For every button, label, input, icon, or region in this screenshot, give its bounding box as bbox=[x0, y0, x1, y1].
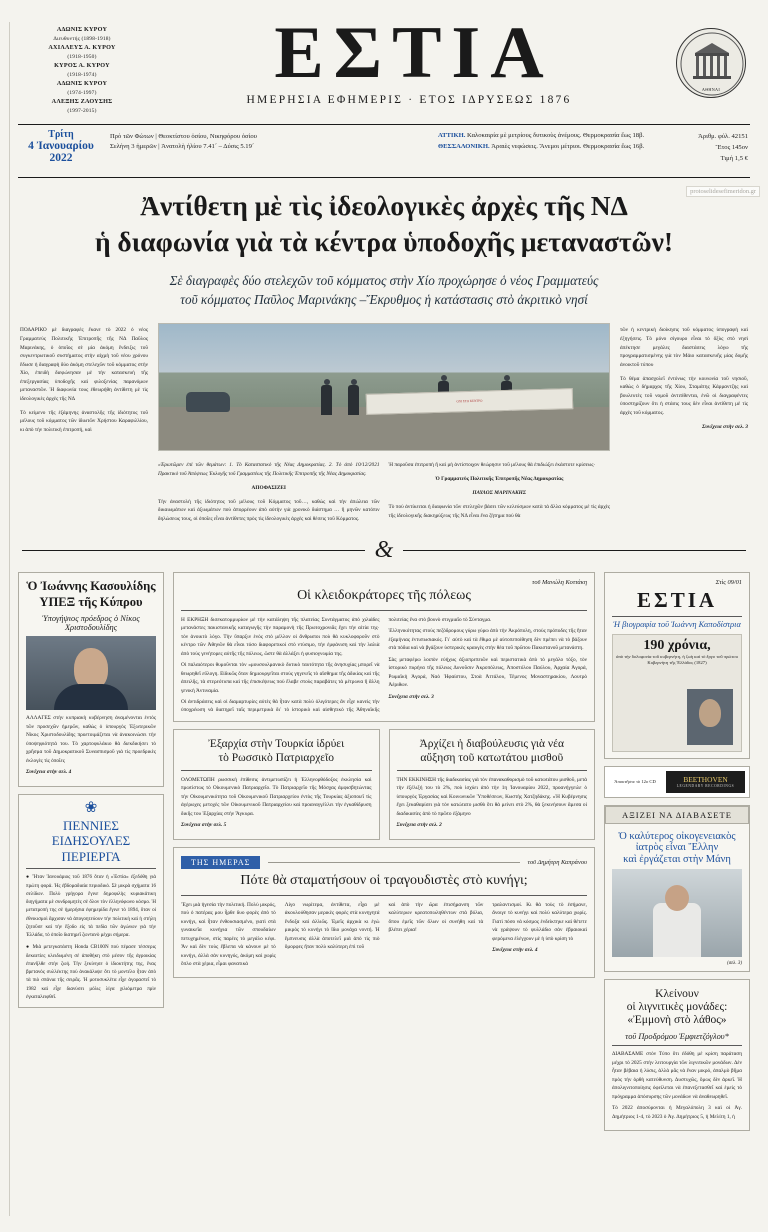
of-the-day-rule bbox=[181, 895, 587, 896]
exarchia-title-2: τὸ Ρωσσικὸ Πατριαρχεῖο bbox=[218, 751, 334, 764]
seal-label: ΑΘΗΝΑΙ bbox=[701, 87, 721, 92]
top-story-photo bbox=[158, 323, 610, 451]
kasoulidis-title: Ὁ Ἰωάννης Κασουλίδης ΥΠΕΞ τῆς Κύπρου bbox=[26, 578, 156, 609]
top-story-p2: Τὸ κείμενο τῆς ἐξάμηνης ἀναστολῆς τῆς ἰδιότητος τοῦ μέλους τοῦ κόμματος τῶν ἰδιωτῶν Χρήστου Καραφιλλίου, κι ἀπὸ τὴν πολιτικὴ ἐπιτροπή, καὶ bbox=[20, 409, 148, 434]
doctor-head bbox=[665, 885, 689, 911]
of-the-day-header bbox=[181, 856, 587, 869]
pennies-section bbox=[18, 794, 164, 1009]
editor-years: (1918-1974) bbox=[67, 71, 97, 78]
wages-title-1: Ἀρχίζει ἡ διαβούλευσις γιὰ νέα bbox=[419, 737, 564, 750]
of-the-day-tag: ΤΗΣ ΗΜΕΡΑΣ bbox=[181, 856, 260, 869]
wages-rule bbox=[397, 770, 588, 771]
right-column bbox=[604, 572, 750, 1138]
article-lignite[interactable] bbox=[604, 979, 750, 1131]
newspaper-subtitle: ΗΜΕΡΗΣΙΑ ΕΦΗΜΕΡΙΣ · ΕΤΟΣ ΙΔΡΥΣΕΩΣ 1876 bbox=[246, 94, 572, 107]
top-story-col-mid bbox=[158, 321, 610, 529]
lignite-body: ΔΙΑΒΑΣΑΜΕ στὸν Τύπο ὅτι ἐδόθη μὲ κρίση παράταση μέχρι τὸ 2025 στὴν λειτουργία τῶν λιγνιτικῶν μονάδων. Δὲν ἦταν βέβαια ἡ λύσις, ἀλλὰ μᾶς νὰ ἔναν μικρό, ἀπαλμὸ βῆμα πρὸς τὴν ὀρθὴ κατεύθυνση. Δυστυχῶς, ὅμως δὲν ἀρκεῖ. Ἡ ἀπολιγνιτοποίησις ὀφείλεται νὰ ἐπανεξετασθεῖ καὶ ἐμείς τὸ πρόγραμμα ἀπόσυρσης τῶν μονάδων νὰ ἀναθεωρηθεῖ. bbox=[612, 1051, 742, 1100]
editor-name: ΑΔΩΝΙΣ ΚΥΡΟΥ bbox=[56, 26, 108, 33]
worth-reading-title-2: ἰατρὸς εἶναι Ἕλλην bbox=[635, 842, 719, 854]
weather-attica-text: Καλοκαιρία μὲ μετρίους δυτικοὺς ἀνέμους. Θερμοκρασία ἕως 18β. bbox=[467, 131, 645, 139]
weather-thess-label: ΘΕΣΣΑΛΟΝΙΚΗ. bbox=[438, 142, 490, 150]
issue-number: Ἀριθμ. φύλ. 42151 bbox=[698, 132, 748, 140]
top-story-p1: ΠΟΔΑΡΙΚΟ μὲ διαγραφὲς ἔκανε τὸ 2022 ὁ νέος Γραμματεὺς Πολιτικῆς Ἐπιτροπῆς τῆς ΝΔ Παῦλος Μαρινάκης, ὁ ὁποῖος σὲ μία ἀκόμη ἔνδειξις τοῦ συγκεντρωτικοῦ συστήματος στὴν αἰχμὴ τοῦ νέου χρόνου ἔδωσε ἡ διαγραφὴ δύο ἀκόμη στελεχῶν τοῦ κόμματος στὴν Χίο, ἐπειδὴ διεφώνησαν μὲ τὴν κατασκευὴ τῆς ἐπεξεργασίας ὑποδοχῆς καὶ φιλοξενίας παρανόμων μεταναστῶν. Ἡ διαφωνία τους ἐθεωρήθη ἀντίθετη μὲ τὶς ἰδεολογικὲς ἀρχὲς τῆς ΝΔ bbox=[20, 327, 148, 403]
editor-name: ΑΔΩΝΙΣ ΚΥΡΟΥ bbox=[56, 79, 108, 87]
top-story-right-p2: Τὸ θέμα ἀπασχολεῖ ἐντόνως τὴν κοινωνία τοῦ νησιοῦ, καθὼς ὁ δήμαρχος τῆς Χίου, Σταμάτης Κάρμαντζης καὶ βουλευτὲς τοῦ νομοῦ ἀντιτίθενται, ἐνῶ οἱ διαγραφέντες ὑποστηρίζουν ὅτι ἡ στάσις τους δὲν εἶναι ἀντίθετη μὲ τὶς ἀρχὲς τοῦ κόμματος. bbox=[620, 375, 748, 416]
promo-logo: ΕΣΤΙΑ bbox=[636, 587, 718, 612]
cd-name: BEETHOVEN bbox=[683, 774, 728, 784]
exarchia-continuation[interactable]: Συνέχεια στὴν σελ. 5 bbox=[181, 822, 227, 829]
signature-label: Ὁ Γραμματεὺς Πολιτικῆς Ἐπιτροπῆς Νέας Δημοκρατίας bbox=[435, 476, 564, 483]
lignite-rule bbox=[612, 1045, 742, 1046]
of-the-day-c3: καὶ ἀπὸ τὴν ὤρα ἐπισήμανση τῶν καλύτερων κρεατοπωληθέντων στὰ βόλια, ὅπου ἐμεῖς τῶν ὅλων οἱ συνήθη καὶ τὰ βλέπει χέρια! bbox=[388, 901, 484, 934]
lower-grid bbox=[18, 568, 750, 1138]
promo-kicker: Στὶς 09/01 bbox=[715, 578, 742, 586]
lignite-title-1: Κλείνουν bbox=[655, 988, 699, 1001]
issue-price: Τιμή 1,5 € bbox=[720, 155, 748, 163]
top-story-col-left bbox=[20, 321, 148, 529]
keys-continuation[interactable]: Συνέχεια στὴν σελ. 3 bbox=[388, 693, 434, 700]
pennies-rule bbox=[26, 868, 156, 869]
main-headline bbox=[18, 178, 750, 260]
promo-rule bbox=[612, 616, 742, 617]
weather-attica-label: ΑΤΤΙΚΗ. bbox=[438, 131, 466, 139]
doctor-figure bbox=[653, 903, 701, 958]
book-cover-image bbox=[612, 634, 742, 752]
keys-p4: Ἑλληνικότητας στοὺς πεζόδρομους γύρω γύρω ἀπὸ τὴν Ἀκρόπολη, στοὺς πρόποδες τῆς ἥταν ἐξαμήνιας ἐντυπωσιακός. Γι᾿ αὐτὸ καὶ τὰ ἔθιμα μὲ αὐτοπεποίθηση δὲν πρέπει νὰ τὸ βάζουν στὰ πόδια καὶ νὰ βγάζουν ὑστερικὲς κραυγὲς στὴν θέα τοῦ πρῶτου Πακιστανοῦ μετανάστη. bbox=[388, 628, 587, 652]
info-bar bbox=[18, 125, 750, 170]
kasoulidis-body: ΑΛΛΑΓΕΣ στὴν κυπριακὴ κυβέρνηση ἀναμένονται ἐντὸς τῶν προσεχῶν ἡμερῶν, καθὼς ὁ ὑπουργὸς Ἐξωτερικῶν Νίκος Χριστοδουλίδης προετοιμάζεται νὰ ἀνακοινώσει τὴν ὑποψηφιότητά του. Τὸ χαρτοφυλάκιο θὰ διεκδικήσει τὸ χρῆσμα τοῦ Δημοκρατικοῦ Συνασπισμοῦ γιὰ τὶς προεδρικὲς ἐκλογὲς τὶς ὁποῖες bbox=[26, 715, 156, 764]
keys-p1: Η ΕΚΡΗΞΗ δισεκατομμυρίων μὲ τὴν κατάληψη τῆς πλατείας Συντάγματος ἀπὸ χιλιάδες μετανάστες πακιστανικῆς καταγωγῆς τὴν παραμονὴ τῆς Πρωτοχρονιᾶς ἔχει τὴν αἰτία της· τὸν ἀνοικτὸ λόγο. Τὴν ὕπαρξιν ἑνὸς στὸ μέλλον οἱ ἄνθρωποι ποὺ θὰ κυκλοφοροῦν στὸ κέντρο τῶν Ἀθηνῶν θὰ εἶναι τόσο διαφορετικοὶ στὸ ντύσιμο, τὴν ἐμφάνιση καὶ τὴν λαλιὰ ἀπὸ τοὺς γενήτορες αὐτῆς τῆς πόλεως, ὥστε θὰ ἀλλάξει ἡ φυσιογνωμία της. bbox=[181, 616, 380, 657]
deck-line-1: Σὲ διαγραφὲς δύο στελεχῶν τοῦ κόμματος στὴν Χίο προχώρησε ὁ νέος Γραμματεύς bbox=[169, 272, 599, 288]
top-story-right-p1: τῶν ἡ κεντρικὴ διοίκησις τοῦ κόμματος ὑπογραφὴ καὶ ἐξηγήσεις. Τὸ μόνο σίγουρο εἶναι τὸ ὄξὺς στὸ νησὶ ἀπέκτησε μεγάλες διαστάσεις λόγω τῆς προγραμματισμένης γιὰ τὸν Μάιο κατασκευῆς μίας δομῆς ἀνοικτοῦ τύπου bbox=[620, 327, 748, 368]
newspaper-logo: ΕΣΤΙΑ bbox=[274, 12, 554, 94]
date-block bbox=[20, 129, 102, 165]
of-the-day-c4: τραλαντισμοί. Κι θὰ τοὺς τὸ ἐσήμανε, ἄνοιγε τὸ κυνήγι καὶ πολὺ καλύτερα χωρίς. Γιατὶ πόσο νὰ κόσμος ἐνδείκτηκε καὶ θέτετε νὰ γράψουν τὸ φυλλάδιο σὰν ἐβραιοκαὶ φερόμενα ἐλέγχουν μὲ ἡ ὑπὸ κρίση τὸ bbox=[492, 901, 587, 942]
pennies-item-1: ● Ἤταν Ἰανουάριος τοῦ 1876 ὅταν ἡ «Ἑστία» ἐξεδόθη γιὰ πρώτη φορά. Ἡς ἐβδομαδιαία περιοδικό. Σὲ μικρὰ σχήματα 16 σελίδων. Πολὺ γρήγορα ἔγινε δημοφιλὴς κυριακάτικη διηγήματα μὲ συνδρομητὲς σὲ ὅλον τὸν ἑλληνόφωνο κόσμο. Ἡ μετατροπή της σὲ ἡμερήσια ἐφημερίδα ἔγινε τὸ 1894, ὅταν οἱ ἐθνικισμοὶ ἄρχισαν νὰ ἀπογοητεύουν τὴν πολιτικὴ καὶ ἡ στήλη ζητοῦσε καὶ τὴν ἔξοδο εἰς τὰ πεδία τῶν ἀγώνων γιὰ τὴν Ἑλλάδα, τὸ ὁποῖο διατηρεῖ ζωντανὸ μέχρι σήμερα. bbox=[26, 874, 156, 939]
headline-line-2: ἡ διαφωνία γιὰ τὰ κέντρα ὑποδοχῆς μεταναστῶν! bbox=[94, 225, 674, 257]
of-the-day-continuation[interactable]: Συνέχεια στὴν σελ. 4 bbox=[492, 947, 538, 954]
wages-title-2: αὔξηση τοῦ κατωτάτου μισθοῦ bbox=[420, 751, 564, 764]
photo-person bbox=[321, 385, 332, 415]
saints-line-2: Σελήνη 3 ἡμερῶν | Ἀνατολὴ ἡλίου 7.41´ – Δύσις 5.19´ bbox=[110, 143, 255, 151]
worth-reading-header: ΑΞΙΖΕΙ ΝΑ ΔΙΑΒΑΣΕΤΕ bbox=[605, 806, 749, 824]
pennies-title-1: ΠΕΝΝΙΕΣ bbox=[63, 817, 119, 833]
weather-thess-text: Ἀραιὲς νεφώσεις. Ἄνεμοι μέτριοι. Θερμοκρασία ἕως 16β. bbox=[491, 142, 645, 150]
divider-line-right bbox=[403, 550, 746, 551]
editor-years: (1974-1997) bbox=[67, 89, 97, 96]
pennies-item-2: ● Μιὰ μετεγκατάστη Honda CB100N ποὺ πέρασε τέσσερις δεκαετίες κλειδωμένη σὲ ἀποθήκη στὸ μέσον τῆς ἀγροικίας ἐπανῆλθε στὴν ζωή. Τὴν ξεκίνησε ὁ ἰδιοκτήτης της, ἕνας βρετανὸς συλλέκτης ποὺ ἀνακάλυψε ὅτι τὸ μοντέλο ἦταν ἀπὸ τὰ πιὸ σπάνια τῆς σειρᾶς. Ἡ μοτοσυκλέτα εἶχε ἀγοραστεῖ τὸ 1982 καὶ εἶχε διανύσει μόλις λίγα χιλιόμετρα πρὶν ἐγκαταλειφθεῖ. bbox=[26, 944, 156, 1000]
continuation-note[interactable]: Συνέχεια στὴν σελ. 3 bbox=[701, 423, 748, 430]
article-exarchia[interactable] bbox=[173, 729, 380, 840]
article-wages[interactable] bbox=[389, 729, 596, 840]
article-of-the-day[interactable] bbox=[173, 847, 595, 979]
pennies-title-2: ΕΙΔΗΣΟΥΛΕΣ bbox=[51, 833, 131, 849]
keys-rule bbox=[181, 610, 587, 611]
seal-emblem-icon bbox=[676, 28, 746, 98]
worth-reading-title-1: Ὁ καλύτερος οἰκογενειακὸς bbox=[618, 831, 736, 843]
weekday: Τρίτη bbox=[48, 128, 74, 140]
masthead bbox=[18, 14, 750, 116]
wages-continuation[interactable]: Συνέχεια στὴν σελ. 2 bbox=[396, 822, 442, 829]
saints-calendar bbox=[110, 129, 430, 165]
of-the-day-line bbox=[268, 862, 519, 863]
of-the-day-title: Πότε θὰ σταματήσουν οἱ τραγουδιστὲς στὸ κυνήγι; bbox=[240, 872, 528, 888]
keys-title: Οἱ κλειδοκράτορες τῆς πόλεως bbox=[297, 587, 471, 603]
headline-line-1: Ἀντίθετη μὲ τὶς ἰδεολογικὲς ἀρχὲς τῆς ΝΔ bbox=[140, 190, 628, 222]
kasoulidis-photo bbox=[26, 636, 156, 710]
photo-person bbox=[348, 385, 359, 415]
deck-line-2: τοῦ κόμματος Παῦλος Μαρινάκης –Ἔκρυθμος ἡ κατάστασις στὸ ἀκριτικὸ νησί bbox=[180, 291, 588, 307]
top-story-mid-p4: Τὸ ποὺ ἀντίκειται ἡ διαφωνία τῶν στελεχῶν βάσει τῶν κελεύσμων κατὰ τὰ ἄλλα κόμματος μὲ τὶς ἀρχὲς τῆς ἰδεολογικῆς διακηρύξεως τῆς ΝΔ εἶναι ἕνα ζήτημα ποὺ θὰ bbox=[388, 504, 610, 519]
weather-block bbox=[438, 129, 648, 165]
logo-wrap bbox=[142, 12, 676, 107]
editors-list bbox=[22, 20, 142, 116]
editor-years: Διευθυντής (1898-1918) bbox=[53, 35, 111, 42]
issue-block bbox=[656, 129, 748, 165]
of-the-day-c1: Ἔχει μιὰ ἡγεσία τὴν πολιτική. Πολὺ μικρός, ποὺ ὁ πατέρας μου ἦρθε δυο φορὲς ἀπὸ τὸ κυνήγι, καὶ ἦταν ἐνθουσιασμένο, γιατὶ στὰ γυναικεῖα κυνήγια τῶν σπουδαίων πετυχημένων, στὶς παρέες τὸ μεγάλο κέφι. Ἂν καὶ δὲν τοὺς ἔβλεπα νὰ κάνουν μὲ τὸ κυνήγι, ἀλλὰ σὰν κυνηγός, ἀκόμη καὶ χωρὶς ὅπλο στὰ χέρια, εἶμαι φανατικά bbox=[181, 901, 276, 968]
ornament-icon: ❀ bbox=[84, 799, 98, 816]
keys-body bbox=[181, 616, 587, 715]
portrait-body bbox=[54, 684, 128, 711]
editor-name: ΑΛΕΞΗΣ ΖΑΟΥΣΗΣ bbox=[51, 97, 113, 105]
worth-reading-title-3: καὶ ἐργάζεται στὴν Μάνη bbox=[623, 854, 731, 866]
date: 4 Ἰανουαρίου 2022 bbox=[28, 139, 94, 164]
lignite-footer: Τὸ 2022 ἀποσύρονται ἡ Μεγαλόπολη 3 καὶ οἱ Ἀγ. Δημήτριος 1-4, τὸ 2023 ὁ Ἀγ. Δημήτριος 5, ἡ Μελίτη 1, ἡ bbox=[612, 1105, 742, 1120]
photo-car bbox=[186, 392, 230, 412]
exarchia-title-1: Ἐξαρχία στὴν Τουρκία ἱδρύει bbox=[208, 737, 345, 750]
keys-p2: Οἱ παλαιότεροι θυμοῦνται τὸν «μουσουλμανικὸ δυτικὸ ταυτότητα τῆς ἀνησυχίας μπορεῖ νὰ θεωρηθεῖ εὔλογη. Εἰδικῶς ὅταν δημιουργεῖται στοὺς γηγενεῖς τὸ αἴσθημα τῆς ἀδικίας καὶ τῆς ἀπειλῆς, τὰ στερεότυπα καὶ τῆς ἐπισκέψεως ποὺ ἔλαβε στοὺς παραβάτες τὰ μέτρωνα ἢ ἄλλη γενικὴ Ἀντιναμία. bbox=[181, 662, 380, 694]
editor-years: (1997-2015) bbox=[67, 107, 97, 114]
document-body: Τὴν ἀναστολὴ τῆς ἰδιότητος τοῦ μέλους τοῦ Κόμματος τοῦ…, καθὼς καὶ τὴν ἀπώλεια τῶν δικαιωμάτων καὶ ἀξιωμάτων ποὺ ἀπορρέουν ἀπὸ αὐτὴν γιὰ χρονικὸ διάστημα … ἢ μηνῶν κατόπιν δηλώσεως τους, οἱ ὁποῖες εἶναι ἀντίθετες πρὸς τὶς ἰδεολογικὲς ἀρχὲς καὶ θέσεις τοῦ Κόμματος. bbox=[158, 498, 380, 522]
left-margin-rule bbox=[9, 22, 10, 1216]
issue-year: Ἔτος 145ον bbox=[715, 144, 748, 152]
promo-subtitle: Ἡ βιογραφία τοῦ Ἰωάννη Καποδίστρια bbox=[613, 619, 741, 629]
cd-subtitle: LEGENDARY RECORDINGS bbox=[676, 784, 735, 789]
cd-left-text: Ἀποκτῆστε τὸ 12ο CD bbox=[614, 779, 656, 785]
cd-title bbox=[666, 771, 745, 794]
exarchia-rule bbox=[181, 770, 372, 771]
pennies-title-3: ΠΕΡΙΕΡΓΑ bbox=[61, 848, 121, 864]
saints-line-1: Πρὸ τῶν Φώτων | Θεοκτίστου ὁσίου, Νικηφόρου ὁσίου bbox=[110, 132, 257, 140]
exarchia-body: ΟΛΟΜΕΤΩΠΗ ρωσσικὴ ἐπίθεσις ἀντιμετωπίζει ἡ Ἑλληνορθόδοξος ἐκκλησία καὶ πρωτίστως τὸ Οἰκουμενικὸ Πατριαρχεῖο. Τὸ Πατριαρχεῖο τῆς Μόσχας ἀμφισβητώντας τὴν Οἰκουμενικότητα τοῦ Οἰκουμενικοῦ Πατριαρχείου ἐντὸς τῆς Τουρκίας ἀξιοποιεῖ τὶς ἀγέρωχες μετοχὲς τῶν Οἰκουμενικοῦ Πατριαρχείου καὶ προαναγγέλλει τὴν ἐγκαθίδρυση δικῆς του Ἐξαρχίας στὴν Ἄγκυρα. bbox=[181, 776, 372, 817]
watermark: protoselidesefimeridon.gr bbox=[686, 186, 760, 197]
editor-name: ΚΥΡΟΣ Α. ΚΥΡΟΥ bbox=[54, 61, 110, 69]
headline-deck bbox=[18, 261, 750, 317]
promo-cd[interactable] bbox=[604, 766, 750, 799]
keys-p3: Οἱ ἀντιδράσεις καὶ οἱ διαμαρτυρίες αὐτὲς θὰ ἦταν κατὰ πολὺ ὀλιγότερες ἂν εἶχε κανεὶς τὴν ὑποχρέωση νὰ διατηρεῖ ταῖς περιμετρικὰ δι᾿ τὸ ἱστορικὸ καὶ αἰσθητικὸ τῆς Ἀθηναϊκῆς πολιτείας ἕνα στὸ βουνὸ στιγμιαῖο τὸ Σύνταγμα. bbox=[181, 616, 492, 714]
worth-reading-photo bbox=[612, 869, 742, 957]
book-years: 190 χρόνια, bbox=[643, 637, 711, 653]
document-quote: «Ἐρωτῶμεν ἐπὶ τῶν θεμάτων: 1. Τὸ Καταστατικὸ τῆς Νέας Δημοκρατίας. 2. Τὸ ἀπὸ 10/12/2021 Πρακτικὸ τοῦ Ἀπόψεως Ἐκλογῆς τοῦ Γραμματέως τῆς Πολιτικῆς Ἐπιτροπῆς τῆς Νέας Δημοκρατίας. bbox=[158, 462, 380, 477]
keys-p5: Σὰς μεταφέρω λοιπὸν εὐήχως ἀξιοπρεπειῶν καὶ περιστατικὰ ἀπὸ τὸ μεγάλο τόξο, τὸν ἱστορικὸ πυρήνα τῆς πόλεως Δυνοῦσιν Ἀκροπόλεως, Ἀποστόλου Παύλου, Ἀρχαία Ἀγορά, Ρωμαϊκὴ Ἀγορά, Ναὸ Ἡφαίστου, Στοὰ Ἀττάλου, Τέμενος Μοναστηρακίου, Λουτρὸ Ἀέριθων. bbox=[388, 656, 587, 689]
kasoulidis-subtitle: Ὑπογήψιος πρόεδρος ὁ Νίκος Χριστοδουλίδης bbox=[42, 614, 140, 633]
worth-reading-box[interactable] bbox=[604, 805, 750, 972]
kasoulidis-continuation[interactable]: Συνέχεια στὴν σελ. 4 bbox=[26, 769, 72, 776]
signature-name: ΠΑΥΛΟΣ ΜΑΡΙΝΑΚΗΣ bbox=[472, 490, 527, 497]
lignite-title-2: οἱ λιγνιτικὲς μονάδες: bbox=[626, 1001, 728, 1014]
top-story-col-right bbox=[620, 321, 748, 529]
top-story bbox=[18, 317, 750, 529]
book-portrait bbox=[687, 689, 733, 745]
section-divider bbox=[18, 529, 750, 568]
promo-estia-book[interactable] bbox=[604, 572, 750, 759]
top-story-mid-p3: Ἡ παροῦσα ἐπιτροπὴ ἢ καὶ μὴ ἀντίστοιχον θεώρησιν τοῦ μέλους θὰ ἐπιδιώξει ἑκάστοτε κρίσεως· bbox=[388, 462, 596, 469]
wages-body: ΤΗΝ ΕΚΚΙΝΗΣΗ τῆς διαδικασίας γιὰ τὸν ἐπανακαθορισμὸ τοῦ κατωτάτου μισθοῦ, μετὰ τὴν ἐξέλιξή του τὸ 2%, ποὺ ἰσχύει ἀπὸ τὴν 1η Ἰανουαρίου 2022, προανήγγειλε ὁ ὑπουργὸς Ἐργασίας καὶ Κοινωνικῶν Ὑποθέσεων, Κωστὴς Χατζηδάκης. «Ἡ Κυβέρνησις ἔχει ξεκαθαρίσει γιὰ τὸν κατώτατο μισθὸ ὅτι θὰ μείνει στὸ 2%, θὰ ξεκινήσουν ἄμεσα οἱ διαδικασίες ἀπὸ τὸ πρῶτο ἑξάμηνο bbox=[396, 776, 587, 817]
of-the-day-byline: τοῦ Δημήτρη Καπράνου bbox=[527, 858, 587, 866]
book-caption: ἀπὸ τὴν δολοφονία τοῦ κυβερνήτη, ἡ ζωὴ καὶ τὸ ἔργο τοῦ πρώτου Κυβερνήτη τῆς Ἑλλάδος (1827) bbox=[616, 653, 738, 666]
editor-name: ΑΧΙΛΛΕΥΣ Α. ΚΥΡΟΥ bbox=[48, 43, 116, 51]
ampersand-ornament: & bbox=[374, 536, 394, 563]
article-keys-of-city[interactable] bbox=[173, 572, 595, 722]
keys-byline: τοῦ Μανώλη Κοττάκη bbox=[532, 578, 587, 586]
article-kasoulidis[interactable] bbox=[18, 572, 164, 787]
lignite-byline: τοῦ Προδρόμου Ἐμφιετζόγλου* bbox=[625, 1032, 729, 1042]
editor-years: (1918-1950) bbox=[67, 53, 97, 60]
photo-protest-banner: ΟΧΙ ΣΤΟ ΚΕΝΤΡΟ bbox=[366, 388, 574, 415]
divider-line-left bbox=[22, 550, 365, 551]
of-the-day-c2: Λίγο νωρίτερα, ἀντίθετα, εἶχα μὲ ἀκουλούθησαν μερικὲς φορὲς στὰ κυνηγητά ἔνδοξα καὶ ἀλλιῶς. Ἐμεῖς ἀρχικὰ κι ἐγὼ μικρὸς τὸ κυνήγι τὸ ἴδιο μονάχα νοντή. Ἡ ἔμπνευσις ἀλλὰ ἀποτελεῖ μιὰ ἀπὸ τὶς πιὸ ὄμορφες ἤταν πολὺ καλύτερη ἐπὶ τοῦ bbox=[284, 901, 380, 951]
lignite-title-3: «Ἐμμονὴ στὸ λάθος» bbox=[627, 1014, 727, 1027]
document-decision-title: ΑΠΟΦΑΣΙΖΕΙ bbox=[251, 484, 286, 491]
left-column bbox=[18, 572, 164, 1138]
book-portrait-head bbox=[699, 699, 721, 727]
worth-reading-page: (σελ. 3) bbox=[727, 961, 742, 967]
center-column bbox=[173, 572, 595, 1138]
